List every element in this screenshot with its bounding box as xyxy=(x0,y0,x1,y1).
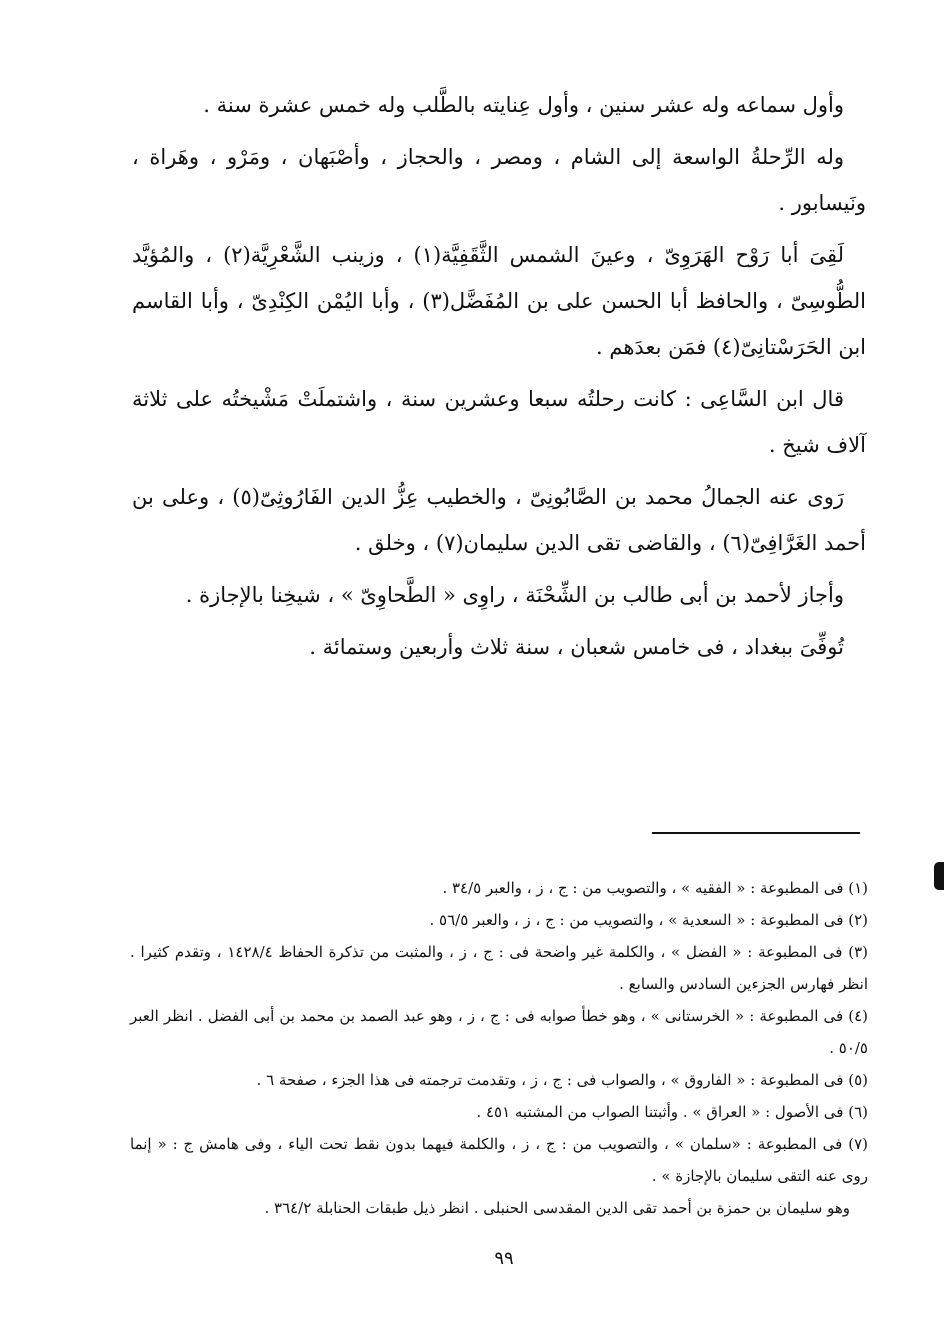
paragraph-1: وأول سماعه وله عشر سنين ، وأول عِنايته بالطَّلب وله خمس عشرة سنة . xyxy=(203,93,844,117)
footnote-7-continuation: وهو سليمان بن حمزة بن أحمد تقى الدين المقدسى الحنبلى . انظر ذيل طبقات الحنابلة ٣٦٤/٢ . xyxy=(264,1199,850,1217)
footnote-2: (٢) فى المطبوعة : « السعدية » ، والتصويب من : ج ، ز ، والعبر ٥٦/٥ . xyxy=(429,911,868,929)
paragraph-5: رَوى عنه الجمالُ محمد بن الصَّابُونِىّ ، والخطيب عِزُّ الدين الفَارُوثِىّ(٥) ، وعلى بن أحمد الغَرَّافِىّ(٦) ، والقاضى تقى الدين سليمان(٧) ، وخلق . xyxy=(132,485,866,555)
main-text xyxy=(132,82,866,676)
paragraph-2: وله الرِّحلةُ الواسعة إلى الشام ، ومصر ، والحجاز ، وأصْبَهان ، ومَرْو ، وهَراة ، ونَيسابور . xyxy=(132,145,866,215)
footnote-separator xyxy=(652,832,860,834)
footnote-7: (٧) فى المطبوعة : «سلمان » ، والتصويب من : ج ، ز ، والكلمة فيهما بدون نقط تحت الياء ، وفى هامش ج : « إنما روى عنه التقى سليمان بالإجازة » . xyxy=(130,1135,868,1185)
footnotes xyxy=(130,872,868,1224)
scan-edge-mark xyxy=(934,862,944,890)
footnote-5: (٥) فى المطبوعة : « الفاروق » ، والصواب فى : ج ، ز ، وتقدمت ترجمته فى هذا الجزء ، صفحة ٦ . xyxy=(256,1071,868,1089)
footnote-4: (٤) فى المطبوعة : « الخرستانى » ، وهو خطأ صوابه فى : ج ، ز ، وهو عبد الصمد بن محمد بن أبى الفضل . انظر العبر ٥٠/٥ . xyxy=(130,1007,868,1057)
footnote-6: (٦) فى الأصول : « العراق » . وأثبتنا الصواب من المشتبه ٤٥١ . xyxy=(476,1103,868,1121)
paragraph-6: وأجاز لأحمد بن أبى طالب بن الشِّحْنَة ، راوِى « الطَّحاوِىّ » ، شيخِنا بالإجازة . xyxy=(185,583,844,607)
paragraph-3: لَقِىَ أبا رَوْح الهَرَوِىّ ، وعينَ الشمس الثَّقَفِيَّة(١) ، وزينب الشَّعْرِيَّة(٢) ، والمُؤيَّد الطُّوسِىّ ، والحافظ أبا الحسن على بن المُفَضَّل(٣) ، وأبا اليُمْن الكِنْدِىّ ، وأبا القاسم ابن الحَرَسْتانِىّ(٤) فمَن بعدَهم . xyxy=(132,243,867,359)
footnote-3: (٣) فى المطبوعة : « الفضل » ، والكلمة غير واضحة فى : ج ، ز ، والمثبت من تذكرة الحفاظ ١٤٢٨/٤ ، وتقدم كثيرا . انظر فهارس الجزءين السادس والسابع . xyxy=(130,943,868,993)
paragraph-4: قال ابن السَّاعِى : كانت رحلتُه سبعا وعشرين سنة ، واشتملَتْ مَشْيختُه على ثلاثة آلاف شيخ . xyxy=(132,387,866,457)
paragraph-7: تُوفِّىَ ببغداد ، فى خامس شعبان ، سنة ثلاث وأربعين وستمائة . xyxy=(309,635,844,659)
page-number: ٩٩ xyxy=(494,1248,514,1269)
footnote-1: (١) فى المطبوعة : « الفقيه » ، والتصويب من : ج ، ز ، والعبر ٣٤/٥ . xyxy=(442,879,868,897)
